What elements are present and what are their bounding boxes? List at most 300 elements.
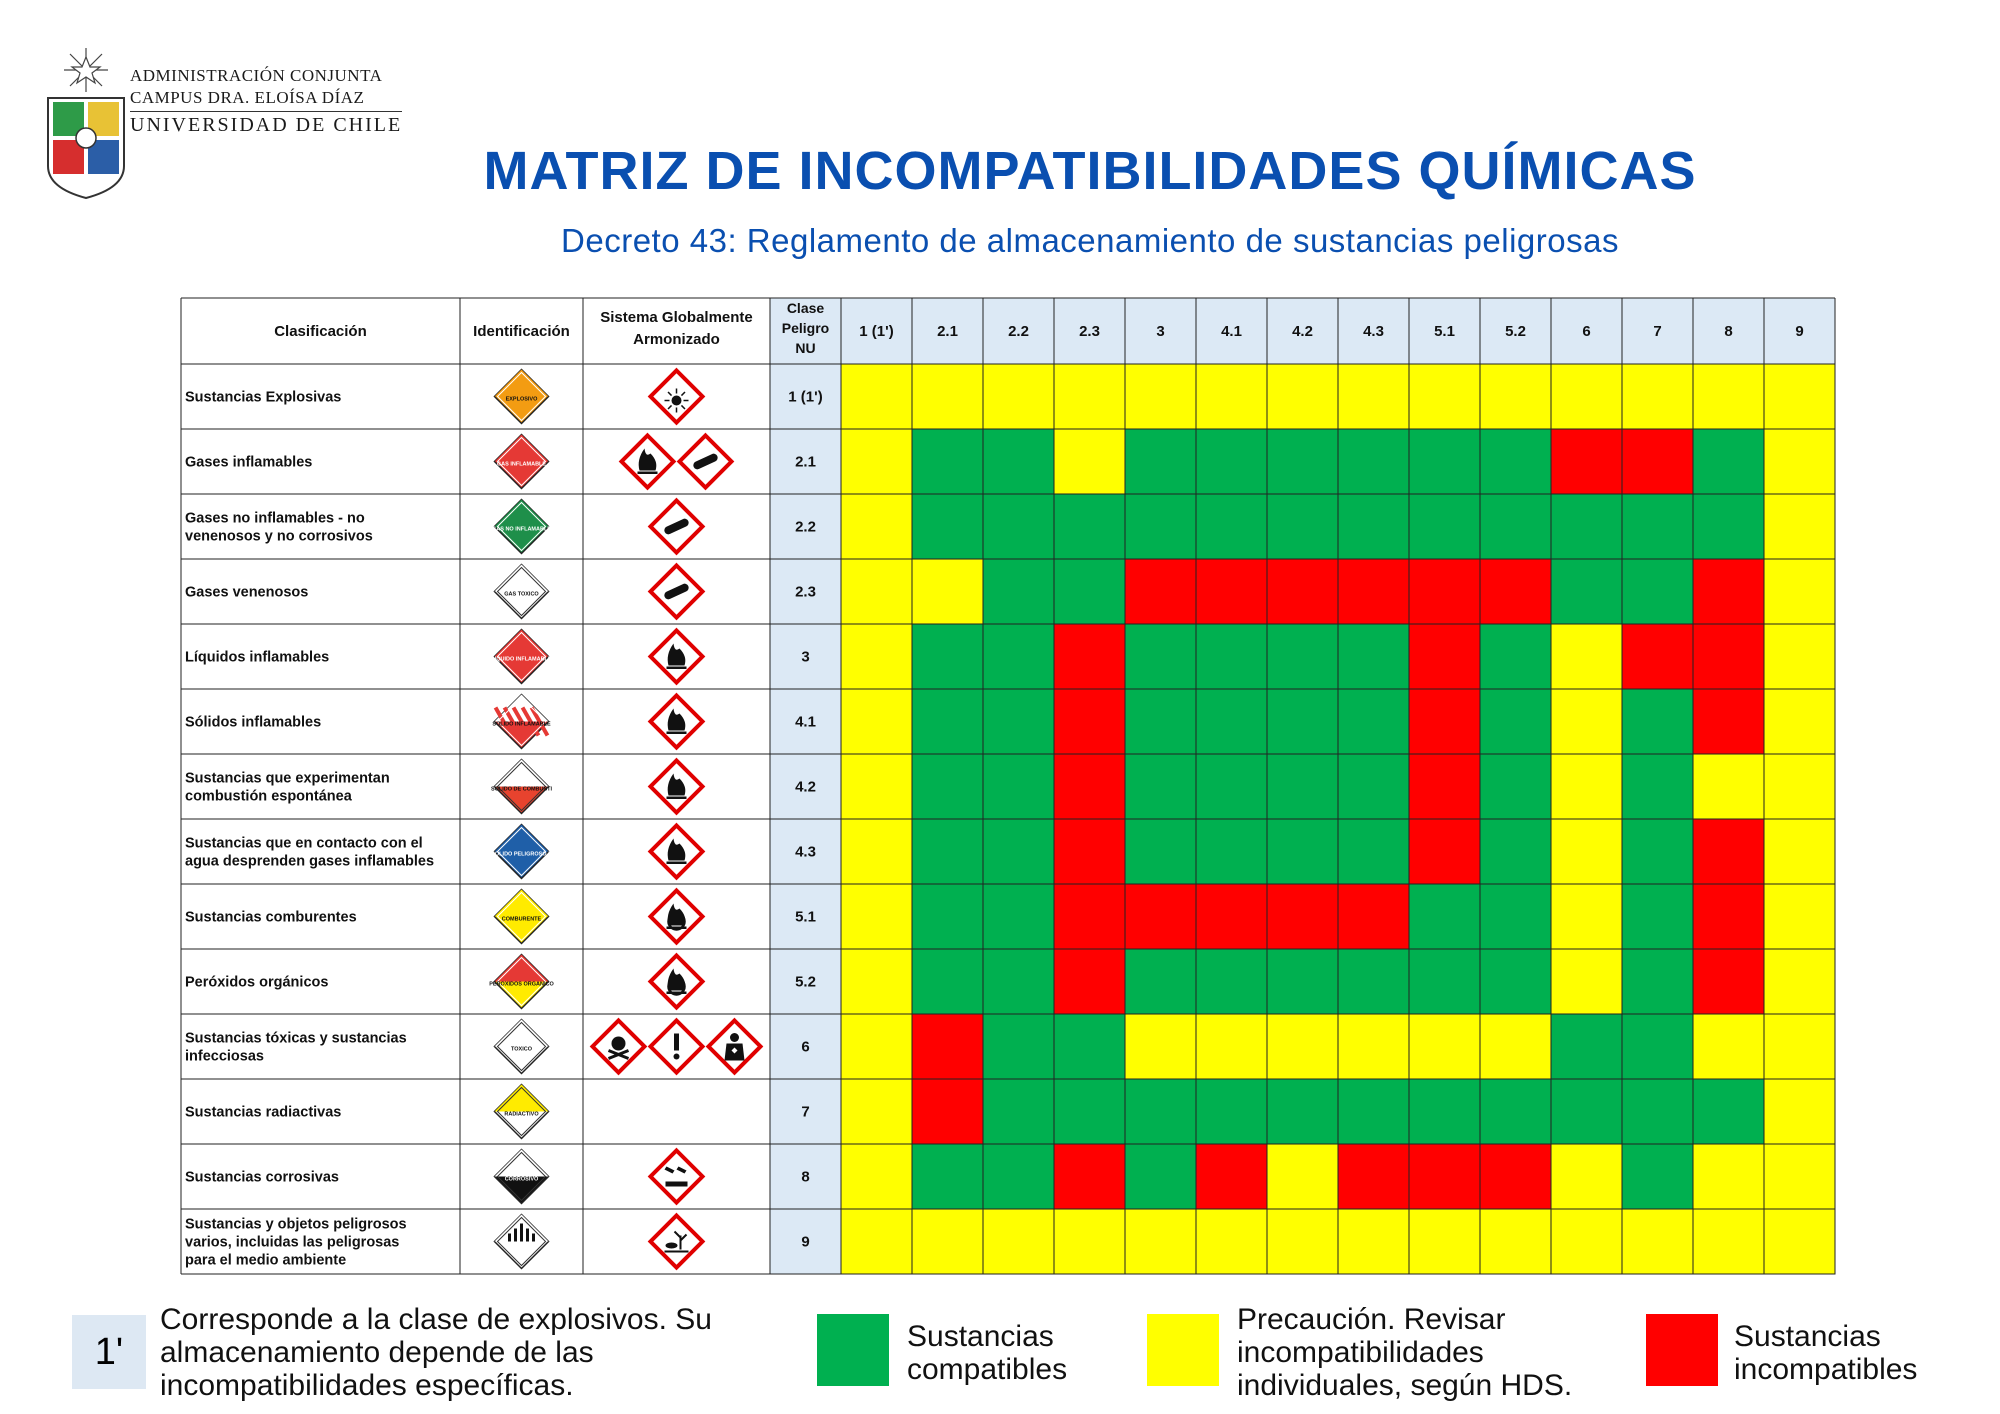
matrix-cell-g bbox=[1196, 1079, 1267, 1144]
matrix-cell-y bbox=[1693, 1209, 1764, 1274]
matrix-cell-g bbox=[983, 559, 1054, 624]
table-row bbox=[185, 949, 1835, 1014]
matrix-cell-g bbox=[1196, 494, 1267, 559]
placard-label: TOXICO bbox=[511, 1046, 532, 1053]
matrix-cell-y bbox=[1693, 364, 1764, 429]
legend-green-swatch bbox=[817, 1314, 889, 1386]
matrix-cell-g bbox=[1338, 624, 1409, 689]
org-line-3: UNIVERSIDAD DE CHILE bbox=[130, 111, 402, 136]
placard-label: PEROXIDOS ORGANICO bbox=[489, 981, 554, 988]
gas-cylinder-icon bbox=[651, 501, 703, 553]
org-line-1: ADMINISTRACIÓN CONJUNTA bbox=[130, 66, 383, 85]
matrix-cell-g bbox=[1054, 1079, 1125, 1144]
matrix-cell-y bbox=[983, 1209, 1054, 1274]
row-class: 2.3 bbox=[795, 583, 816, 601]
matrix-cell-y bbox=[1480, 1209, 1551, 1274]
matrix-cell-g bbox=[912, 689, 983, 754]
column-header-21: 2.1 bbox=[937, 323, 958, 340]
matrix-cell-g bbox=[1267, 1079, 1338, 1144]
matrix-cell-y bbox=[841, 949, 912, 1014]
row-class: 7 bbox=[801, 1103, 810, 1121]
matrix-cell-y bbox=[1551, 689, 1622, 754]
matrix-cell-g bbox=[1551, 559, 1622, 624]
matrix-cell-g bbox=[1622, 689, 1693, 754]
placard-white-icon bbox=[495, 565, 549, 619]
matrix-cell-g bbox=[1196, 689, 1267, 754]
matrix-cell-y bbox=[1551, 884, 1622, 949]
placard-yellowwhite-icon bbox=[495, 1085, 549, 1139]
table-row bbox=[185, 1014, 1835, 1079]
matrix-cell-r bbox=[1622, 624, 1693, 689]
matrix-cell-g bbox=[1551, 494, 1622, 559]
matrix-cell-g bbox=[1338, 754, 1409, 819]
column-header-11: 1 (1') bbox=[859, 323, 894, 340]
matrix-cell-g bbox=[912, 819, 983, 884]
matrix-cell-y bbox=[841, 364, 912, 429]
row-class: 2.1 bbox=[795, 453, 816, 471]
header-clasificacion: Clasificación bbox=[274, 323, 367, 340]
matrix-cell-r bbox=[1409, 689, 1480, 754]
matrix-cell-r bbox=[1054, 949, 1125, 1014]
matrix-cell-g bbox=[1480, 624, 1551, 689]
matrix-cell-y bbox=[1551, 754, 1622, 819]
matrix-cell-g bbox=[1622, 559, 1693, 624]
placard-misc-icon bbox=[495, 1215, 549, 1269]
environment-icon bbox=[651, 1216, 703, 1268]
matrix-cell-g bbox=[912, 624, 983, 689]
matrix-cell-g bbox=[983, 754, 1054, 819]
matrix-cell-g bbox=[1480, 1079, 1551, 1144]
matrix-cell-g bbox=[1338, 494, 1409, 559]
matrix-cell-r bbox=[1338, 1144, 1409, 1209]
matrix-cell-y bbox=[1551, 949, 1622, 1014]
placard-label: GAS NO INFLAMABLE bbox=[492, 526, 551, 533]
matrix-cell-y bbox=[912, 364, 983, 429]
placard-label: GAS TOXICO bbox=[504, 591, 539, 598]
matrix-cell-r bbox=[1054, 624, 1125, 689]
legend-note-symbol: 1' bbox=[72, 1315, 146, 1389]
row-name: Sustancias corrosivas bbox=[185, 1169, 339, 1186]
placard-white-icon bbox=[495, 1020, 549, 1074]
matrix-cell-y bbox=[841, 429, 912, 494]
matrix-cell-y bbox=[1338, 1014, 1409, 1079]
placard-blue-icon bbox=[491, 825, 552, 879]
table-row bbox=[185, 1209, 1835, 1274]
gas-cylinder-icon bbox=[651, 566, 703, 618]
placard-orange-icon bbox=[495, 370, 549, 424]
placard-label: RADIACTIVO bbox=[504, 1111, 539, 1118]
flame-icon bbox=[651, 631, 703, 683]
column-header-41: 4.1 bbox=[1221, 323, 1242, 340]
matrix-cell-y bbox=[841, 1144, 912, 1209]
matrix-cell-y bbox=[912, 559, 983, 624]
matrix-cell-g bbox=[1267, 754, 1338, 819]
exclamation-icon bbox=[651, 1021, 703, 1073]
matrix-cell-y bbox=[1764, 364, 1835, 429]
matrix-cell-y bbox=[1764, 1209, 1835, 1274]
matrix-cell-g bbox=[1622, 1014, 1693, 1079]
matrix-cell-g bbox=[983, 689, 1054, 754]
matrix-cell-r bbox=[1693, 949, 1764, 1014]
table-row bbox=[185, 429, 1835, 494]
matrix-cell-y bbox=[1764, 494, 1835, 559]
matrix-cell-g bbox=[1409, 1079, 1480, 1144]
table-row bbox=[185, 819, 1835, 884]
matrix-cell-y bbox=[1196, 1209, 1267, 1274]
matrix-cell-r bbox=[1409, 624, 1480, 689]
matrix-cell-r bbox=[1409, 559, 1480, 624]
flame-icon bbox=[651, 826, 703, 878]
matrix-cell-r bbox=[912, 1014, 983, 1079]
matrix-cell-g bbox=[1054, 494, 1125, 559]
placard-label: COMBURENTE bbox=[501, 916, 542, 923]
matrix-cell-g bbox=[1409, 429, 1480, 494]
matrix-cell-r bbox=[1409, 1144, 1480, 1209]
matrix-cell-y bbox=[1764, 754, 1835, 819]
matrix-cell-g bbox=[1693, 1079, 1764, 1144]
placard-label: GAS INFLAMABLE bbox=[496, 461, 547, 468]
column-header-43: 4.3 bbox=[1363, 323, 1384, 340]
header-clase-line: Peligro bbox=[781, 320, 830, 336]
matrix-cell-y bbox=[1196, 364, 1267, 429]
matrix-cell-g bbox=[1196, 429, 1267, 494]
matrix-cell-g bbox=[912, 494, 983, 559]
matrix-cell-g bbox=[1125, 1144, 1196, 1209]
column-header-23: 2.3 bbox=[1079, 323, 1100, 340]
matrix-cell-r bbox=[1054, 819, 1125, 884]
matrix-cell-y bbox=[841, 884, 912, 949]
matrix-cell-g bbox=[912, 429, 983, 494]
matrix-cell-y bbox=[841, 1014, 912, 1079]
row-name: Sustancias y objetos peligrosos bbox=[185, 1216, 407, 1233]
matrix-cell-g bbox=[912, 1144, 983, 1209]
placard-green-icon bbox=[492, 500, 551, 554]
matrix-cell-y bbox=[1693, 1014, 1764, 1079]
flame-icon bbox=[651, 761, 703, 813]
matrix-cell-g bbox=[912, 754, 983, 819]
table-row bbox=[185, 1144, 1835, 1209]
matrix-cell-g bbox=[1196, 754, 1267, 819]
header-sga-line: Armonizado bbox=[633, 331, 720, 348]
matrix-cell-y bbox=[1764, 689, 1835, 754]
table-row bbox=[185, 1079, 1835, 1144]
matrix-cell-g bbox=[1480, 884, 1551, 949]
table-row bbox=[185, 754, 1835, 819]
matrix-cell-g bbox=[1196, 624, 1267, 689]
matrix-cell-g bbox=[983, 1144, 1054, 1209]
matrix-cell-g bbox=[983, 429, 1054, 494]
matrix-cell-y bbox=[1267, 1209, 1338, 1274]
placard-yellow-icon bbox=[495, 890, 549, 944]
matrix-cell-y bbox=[1125, 1014, 1196, 1079]
matrix-cell-y bbox=[1054, 364, 1125, 429]
flame-icon bbox=[651, 696, 703, 748]
placard-corrosive-icon bbox=[495, 1150, 549, 1204]
matrix-cell-r bbox=[1551, 429, 1622, 494]
matrix-cell-y bbox=[1622, 1209, 1693, 1274]
matrix-cell-g bbox=[1693, 494, 1764, 559]
column-header-8: 8 bbox=[1724, 323, 1733, 340]
column-header-52: 5.2 bbox=[1505, 323, 1526, 340]
matrix-cell-y bbox=[1480, 364, 1551, 429]
table-row bbox=[185, 624, 1835, 689]
matrix-cell-r bbox=[1125, 884, 1196, 949]
row-name: Sustancias radiactivas bbox=[185, 1104, 342, 1121]
matrix-cell-g bbox=[912, 884, 983, 949]
matrix-cell-g bbox=[1409, 884, 1480, 949]
matrix-cell-r bbox=[1196, 884, 1267, 949]
matrix-cell-r bbox=[1196, 1144, 1267, 1209]
matrix-cell-y bbox=[1267, 364, 1338, 429]
placard-label: EXPLOSIVO bbox=[505, 396, 538, 403]
matrix-cell-r bbox=[1267, 884, 1338, 949]
column-header-42: 4.2 bbox=[1292, 323, 1313, 340]
matrix-cell-g bbox=[1480, 949, 1551, 1014]
row-class: 8 bbox=[801, 1168, 810, 1186]
matrix-cell-g bbox=[1125, 949, 1196, 1014]
matrix-cell-g bbox=[1551, 1014, 1622, 1079]
matrix-cell-g bbox=[1338, 689, 1409, 754]
matrix-cell-g bbox=[1125, 1079, 1196, 1144]
matrix-cell-y bbox=[1764, 1014, 1835, 1079]
matrix-cell-r bbox=[1693, 559, 1764, 624]
matrix-cell-r bbox=[1054, 1144, 1125, 1209]
matrix-cell-g bbox=[912, 949, 983, 1014]
row-class: 4.3 bbox=[795, 843, 816, 861]
row-class: 5.1 bbox=[795, 908, 816, 926]
row-name: agua desprenden gases inflamables bbox=[185, 853, 435, 870]
matrix-cell-y bbox=[1196, 1014, 1267, 1079]
matrix-cell-g bbox=[1267, 819, 1338, 884]
matrix-cell-y bbox=[841, 754, 912, 819]
matrix-cell-g bbox=[1480, 819, 1551, 884]
legend-yellow-swatch bbox=[1147, 1314, 1219, 1386]
row-class: 4.2 bbox=[795, 778, 816, 796]
matrix-cell-r bbox=[1409, 819, 1480, 884]
matrix-cell-r bbox=[1480, 1144, 1551, 1209]
placard-red-icon bbox=[495, 435, 549, 489]
row-name: Gases venenosos bbox=[185, 584, 309, 601]
page-subtitle: Decreto 43: Reglamento de almacenamiento de sustancias peligrosas bbox=[561, 222, 1619, 259]
table-row bbox=[185, 364, 1835, 429]
matrix-cell-g bbox=[1125, 624, 1196, 689]
matrix-cell-y bbox=[1622, 364, 1693, 429]
matrix-cell-y bbox=[1764, 1079, 1835, 1144]
matrix-cell-r bbox=[1693, 689, 1764, 754]
row-name: venenosos y no corrosivos bbox=[185, 528, 373, 545]
matrix-cell-g bbox=[1125, 754, 1196, 819]
matrix-cell-g bbox=[1267, 429, 1338, 494]
matrix-cell-y bbox=[1764, 1144, 1835, 1209]
matrix-cell-y bbox=[841, 819, 912, 884]
matrix-cell-y bbox=[1054, 429, 1125, 494]
matrix-cell-g bbox=[1622, 1144, 1693, 1209]
row-name: Sustancias tóxicas y sustancias bbox=[185, 1030, 407, 1047]
matrix-cell-g bbox=[1196, 819, 1267, 884]
matrix-cell-y bbox=[841, 559, 912, 624]
row-name: Líquidos inflamables bbox=[185, 649, 330, 666]
matrix-cell-y bbox=[1054, 1209, 1125, 1274]
matrix-cell-g bbox=[1622, 819, 1693, 884]
matrix-cell-y bbox=[841, 624, 912, 689]
row-name: Sustancias que experimentan bbox=[185, 770, 390, 787]
table-row bbox=[185, 494, 1835, 559]
matrix-cell-y bbox=[1764, 624, 1835, 689]
header-clase-line: NU bbox=[795, 340, 816, 356]
matrix-cell-y bbox=[1551, 1209, 1622, 1274]
matrix-cell-y bbox=[1338, 364, 1409, 429]
matrix-cell-g bbox=[1622, 884, 1693, 949]
placard-label: LIQUIDO INFLAMABLE bbox=[491, 656, 552, 663]
matrix-cell-g bbox=[1125, 819, 1196, 884]
legend-note-text: Corresponde a la clase de explosivos. Su almacenamiento depende de las incompatibilidades específicas. bbox=[160, 1303, 712, 1402]
matrix-cell-g bbox=[1054, 559, 1125, 624]
matrix-cell-y bbox=[1125, 1209, 1196, 1274]
header-identificacion: Identificación bbox=[473, 323, 570, 340]
matrix-cell-g bbox=[1622, 494, 1693, 559]
matrix-cell-r bbox=[1054, 689, 1125, 754]
matrix-cell-y bbox=[1693, 754, 1764, 819]
matrix-cell-g bbox=[1267, 494, 1338, 559]
row-name: varios, incluidas las peligrosas bbox=[185, 1234, 400, 1251]
row-name: Sustancias comburentes bbox=[185, 909, 357, 926]
skull-icon bbox=[593, 1021, 645, 1073]
row-name: Gases no inflamables - no bbox=[185, 510, 365, 527]
matrix-cell-g bbox=[1125, 429, 1196, 494]
matrix-cell-g bbox=[1267, 624, 1338, 689]
row-class: 4.1 bbox=[795, 713, 816, 731]
placard-label: CORROSIVO bbox=[504, 1176, 539, 1183]
matrix-cell-y bbox=[912, 1209, 983, 1274]
matrix-cell-g bbox=[983, 1079, 1054, 1144]
header-clase-line: Clase bbox=[786, 300, 825, 316]
matrix-cell-y bbox=[841, 1209, 912, 1274]
matrix-cell-y bbox=[1764, 884, 1835, 949]
matrix-cell-g bbox=[1480, 689, 1551, 754]
matrix-cell-g bbox=[1409, 949, 1480, 1014]
header-sga-line: Sistema Globalmente bbox=[600, 309, 753, 326]
matrix-cell-r bbox=[1480, 559, 1551, 624]
matrix-cell-y bbox=[841, 494, 912, 559]
matrix-cell-y bbox=[1764, 559, 1835, 624]
matrix-cell-y bbox=[1409, 1209, 1480, 1274]
matrix-cell-g bbox=[1551, 1079, 1622, 1144]
row-name: Peróxidos orgánicos bbox=[185, 974, 329, 991]
matrix-cell-g bbox=[983, 1014, 1054, 1079]
matrix-cell-g bbox=[983, 949, 1054, 1014]
matrix-cell-g bbox=[1409, 494, 1480, 559]
matrix-cell-g bbox=[983, 884, 1054, 949]
matrix-cell-r bbox=[912, 1079, 983, 1144]
matrix-cell-g bbox=[1338, 949, 1409, 1014]
matrix-cell-r bbox=[1338, 559, 1409, 624]
matrix-cell-r bbox=[1622, 429, 1693, 494]
matrix-cell-y bbox=[1338, 1209, 1409, 1274]
column-header-7: 7 bbox=[1653, 323, 1662, 340]
placard-label: SOLIDO DE COMBUSTI bbox=[490, 786, 553, 793]
matrix-cell-r bbox=[1693, 819, 1764, 884]
matrix-cell-g bbox=[1338, 429, 1409, 494]
placard-label: SOLIDO INFLAMABLE bbox=[492, 721, 551, 728]
matrix-cell-g bbox=[983, 494, 1054, 559]
matrix-cell-r bbox=[1054, 884, 1125, 949]
matrix-cell-g bbox=[1125, 494, 1196, 559]
legend-yellow-text: Precaución. Revisar incompatibilidades individuales, según HDS. bbox=[1237, 1303, 1573, 1402]
row-name: Sustancias Explosivas bbox=[185, 389, 342, 406]
matrix-cell-r bbox=[1125, 559, 1196, 624]
matrix-cell-g bbox=[1196, 949, 1267, 1014]
matrix-cell-y bbox=[1267, 1014, 1338, 1079]
matrix-cell-r bbox=[1338, 884, 1409, 949]
matrix-cell-y bbox=[1409, 364, 1480, 429]
matrix-cell-y bbox=[983, 364, 1054, 429]
matrix-cell-g bbox=[1125, 689, 1196, 754]
page-title: MATRIZ DE INCOMPATIBILIDADES QUÍMICAS bbox=[483, 141, 1697, 201]
placard-red-icon bbox=[491, 630, 552, 684]
row-class: 5.2 bbox=[795, 973, 816, 991]
org-line-2: CAMPUS DRA. ELOÍSA DÍAZ bbox=[130, 88, 365, 107]
flame-icon bbox=[622, 436, 674, 488]
row-class: 1 (1') bbox=[788, 388, 823, 406]
matrix-cell-y bbox=[841, 1079, 912, 1144]
matrix-cell-y bbox=[1409, 1014, 1480, 1079]
row-name: infecciosas bbox=[185, 1048, 264, 1065]
matrix-cell-g bbox=[1480, 754, 1551, 819]
placard-stripes-icon bbox=[492, 695, 551, 749]
matrix-cell-y bbox=[1551, 1144, 1622, 1209]
column-header-51: 5.1 bbox=[1434, 323, 1455, 340]
explosion-icon bbox=[651, 371, 703, 423]
column-header-9: 9 bbox=[1795, 323, 1804, 340]
row-name: Gases inflamables bbox=[185, 454, 313, 471]
legend-green-text: Sustancias compatibles bbox=[907, 1320, 1068, 1386]
corrosion-icon bbox=[651, 1151, 703, 1203]
placard-redyellow-icon bbox=[489, 955, 554, 1009]
column-header-3: 3 bbox=[1156, 323, 1165, 340]
matrix-cell-g bbox=[1267, 689, 1338, 754]
matrix-cell-g bbox=[1622, 949, 1693, 1014]
flame-over-circle-icon bbox=[651, 956, 703, 1008]
row-class: 9 bbox=[801, 1233, 810, 1251]
matrix-cell-g bbox=[1267, 949, 1338, 1014]
legend-red-text: Sustancias incompatibles bbox=[1734, 1320, 1918, 1386]
matrix-cell-g bbox=[983, 819, 1054, 884]
row-class: 6 bbox=[801, 1038, 810, 1056]
matrix-cell-r bbox=[1693, 624, 1764, 689]
matrix-cell-g bbox=[1693, 429, 1764, 494]
table-row bbox=[185, 884, 1835, 949]
row-name: Sólidos inflamables bbox=[185, 714, 322, 731]
row-name: para el medio ambiente bbox=[185, 1252, 347, 1269]
matrix-cell-y bbox=[1551, 364, 1622, 429]
matrix-cell-r bbox=[1693, 884, 1764, 949]
matrix-cell-y bbox=[1267, 1144, 1338, 1209]
row-class: 2.2 bbox=[795, 518, 816, 536]
matrix-cell-g bbox=[983, 624, 1054, 689]
health-hazard-icon bbox=[709, 1021, 761, 1073]
matrix-cell-y bbox=[1480, 1014, 1551, 1079]
matrix-cell-g bbox=[1338, 819, 1409, 884]
matrix-cell-y bbox=[1551, 624, 1622, 689]
row-name: Sustancias que en contacto con el bbox=[185, 835, 423, 852]
matrix-cell-g bbox=[1622, 1079, 1693, 1144]
placard-whitered-icon bbox=[491, 760, 553, 814]
matrix-cell-g bbox=[1480, 494, 1551, 559]
gas-cylinder-icon bbox=[680, 436, 732, 488]
matrix-cell-g bbox=[1054, 1014, 1125, 1079]
column-header-6: 6 bbox=[1582, 323, 1591, 340]
matrix-cell-y bbox=[1693, 1144, 1764, 1209]
